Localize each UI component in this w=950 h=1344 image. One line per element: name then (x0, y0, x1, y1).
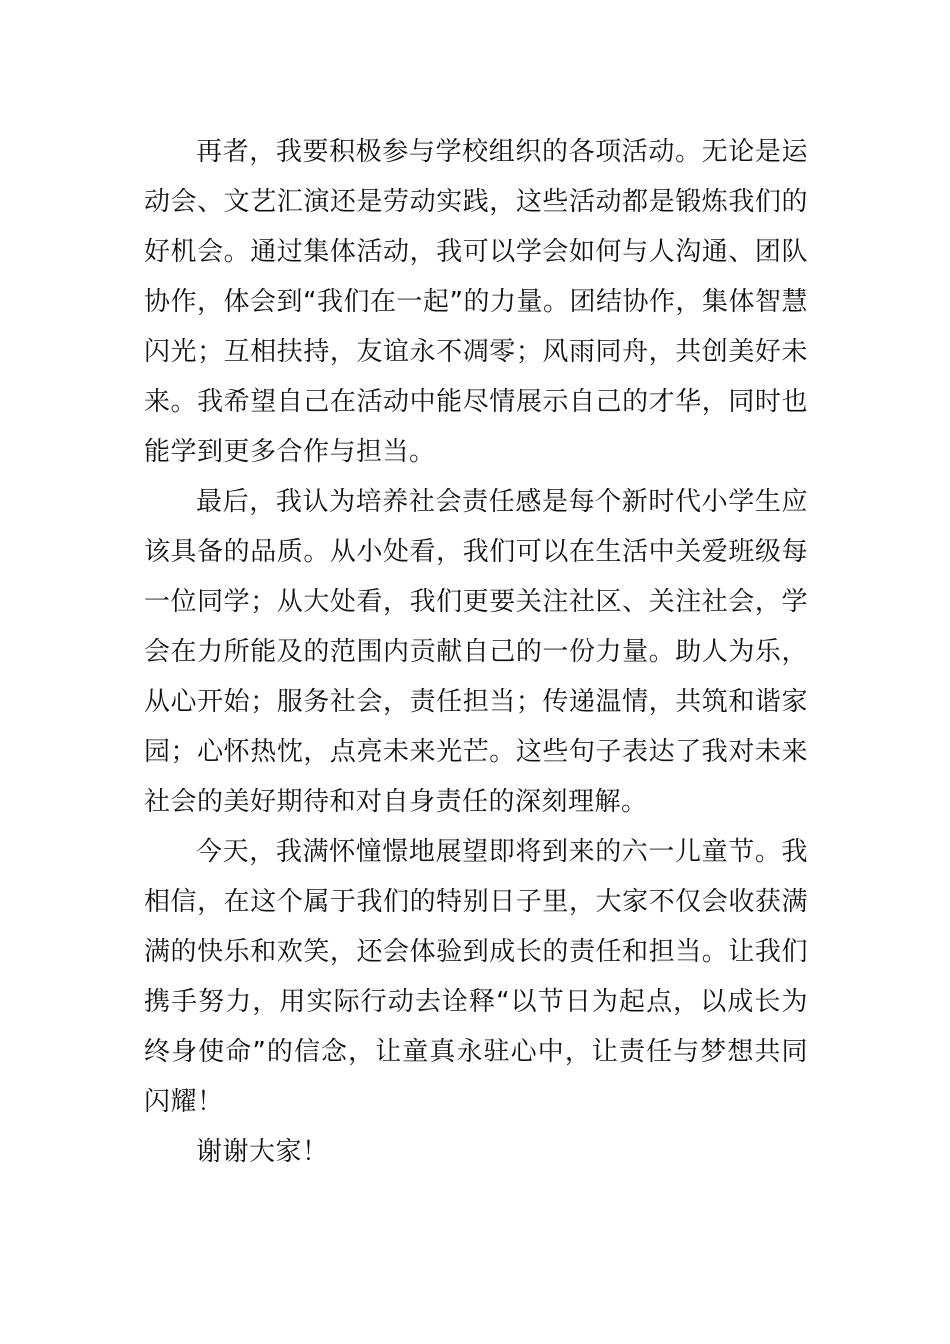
paragraph-thanks: 谢谢大家！ (196, 1137, 329, 1167)
document-body (144, 127, 808, 1177)
paragraph-childrens-day: 今天，我满怀憧憬地展望即将到来的六一儿童节。我相信，在这个属于我们的特别日子里，大家不仅会收获满满的快乐和欢笑，还会体验到成长的责任和担当。让我们携手努力，用实际行动去诠释“以节日为起点，以成长为终身使命”的信念，让童真永驻心中，让责任与梦想共同闪耀！ (144, 837, 808, 1117)
paragraph-activities: 再者，我要积极参与学校组织的各项活动。无论是运动会、文艺汇演还是劳动实践，这些活动都是锻炼我们的好机会。通过集体活动，我可以学会如何与人沟通、团队协作，体会到“我们在一起”的力量。团结协作，集体智慧闪光；互相扶持，友谊永不凋零；风雨同舟，共创美好未来。我希望自己在活动中能尽情展示自己的才华，同时也能学到更多合作与担当。 (144, 137, 808, 467)
paragraph-social-responsibility: 最后，我认为培养社会责任感是每个新时代小学生应该具备的品质。从小处看，我们可以在生活中关爱班级每一位同学；从大处看，我们更要关注社区、关注社会，学会在力所能及的范围内贡献自己的一份力量。助人为乐，从心开始；服务社会，责任担当；传递温情，共筑和谐家园；心怀热忱，点亮未来光芒。这些句子表达了我对未来社会的美好期待和对自身责任的深刻理解。 (144, 487, 808, 817)
